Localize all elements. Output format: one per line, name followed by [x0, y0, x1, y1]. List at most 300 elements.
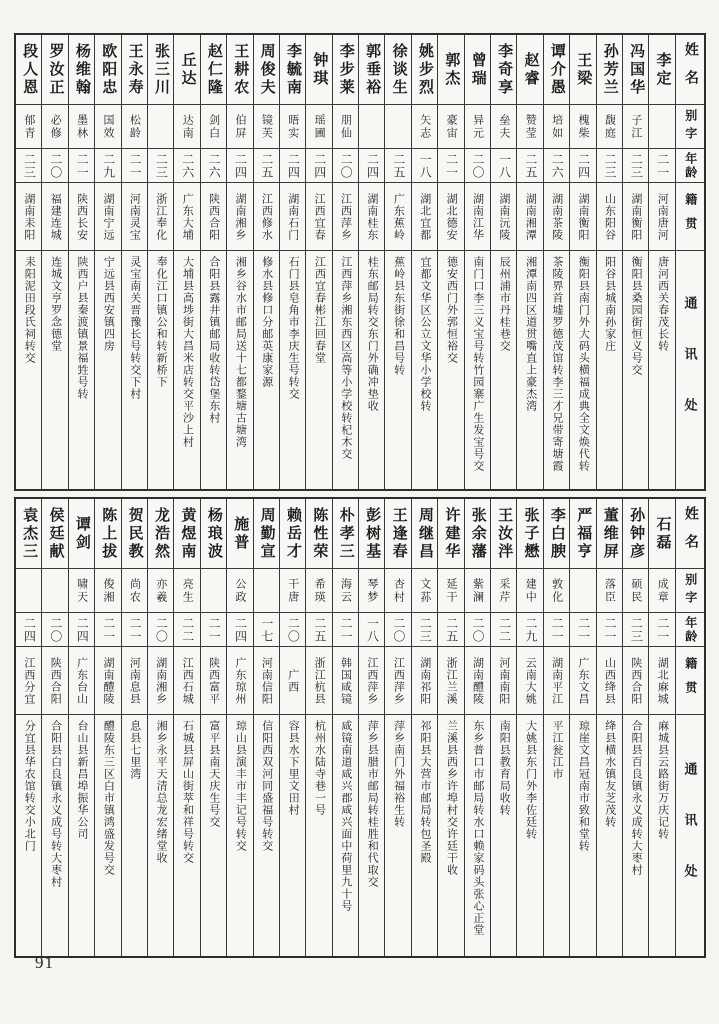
entry-courtesy — [148, 105, 173, 149]
entry-origin-text: 广东琼州 — [233, 656, 246, 705]
entry-age — [438, 149, 463, 183]
entry-address-text: 麻城县云路街万庆记转 — [656, 720, 669, 840]
entry-age — [306, 613, 331, 647]
entry-age — [95, 149, 120, 183]
entry-age-text: 二四 — [312, 152, 327, 179]
entry-courtesy — [227, 105, 252, 149]
entry-name — [359, 35, 384, 105]
entry-address — [306, 251, 331, 489]
entry-age-text: 二六 — [180, 152, 195, 179]
entry-name — [69, 35, 94, 105]
entry-address — [385, 715, 410, 956]
entry-column — [465, 499, 491, 956]
entry-courtesy-text: 郁青 — [22, 113, 35, 140]
entry-age — [491, 149, 516, 183]
entry-courtesy — [174, 569, 199, 613]
entry-column — [254, 35, 280, 489]
entry-address — [333, 251, 358, 489]
entry-origin-text: 湖南湘乡 — [233, 192, 246, 241]
entry-address-text: 萍乡县腊市邮局转桂胜和代取交 — [366, 720, 379, 888]
entry-name-text: 周继昌 — [416, 506, 433, 561]
entry-address-text: 衡阳县桑园街恒义号交 — [630, 256, 643, 376]
entry-courtesy — [412, 105, 437, 149]
entry-name-text: 孙钟彦 — [628, 506, 645, 561]
entry-address-text: 茶陵界首墟罗德茂馆转李三才兄带寄塘霞 — [551, 256, 563, 472]
entry-origin-text: 浙江杭县 — [313, 656, 326, 705]
entry-address-text: 南阳县教育局收转 — [498, 720, 511, 816]
entry-name — [227, 499, 252, 569]
entry-name-text: 钟琪 — [311, 51, 328, 88]
entry-age — [254, 613, 279, 647]
entry-courtesy — [16, 569, 41, 613]
entry-courtesy — [649, 569, 674, 613]
entry-age — [649, 613, 674, 647]
header-origin — [676, 183, 704, 251]
entry-column — [69, 499, 95, 956]
header-column — [676, 499, 704, 956]
entry-origin — [491, 647, 516, 715]
entry-courtesy — [95, 569, 120, 613]
entry-origin-text: 河南息县 — [128, 656, 141, 705]
entry-name-text: 姚步烈 — [416, 42, 433, 97]
header-courtesy — [676, 105, 704, 149]
entry-name — [649, 35, 674, 105]
entry-courtesy — [333, 105, 358, 149]
entry-address — [570, 251, 595, 489]
entry-name-text: 张三川 — [153, 42, 170, 97]
entry-name-text: 郭杰 — [443, 51, 460, 88]
entry-name-text: 赵仁隆 — [205, 42, 222, 97]
entry-age — [69, 149, 94, 183]
entry-origin-text: 湖南桂东 — [365, 192, 378, 241]
entry-address-text: 富平县南天庆生号交 — [207, 720, 220, 828]
entry-name — [95, 35, 120, 105]
entry-origin-text: 湖南石门 — [286, 192, 299, 241]
entry-name-text: 张子懋 — [522, 506, 539, 561]
entry-address-text: 东乡普口市邮局转水口赖家码头张心正堂 — [471, 720, 484, 936]
entry-age-text: 二一 — [339, 616, 354, 643]
entry-address — [174, 715, 199, 956]
entry-column — [333, 35, 359, 489]
entry-origin — [597, 183, 622, 251]
entry-age-text: 二三 — [603, 152, 617, 179]
entry-address-text: 湘潭南四区道贯嘴直上豪杰湾 — [524, 256, 537, 412]
entry-origin-text: 广东大埔 — [181, 192, 194, 241]
entry-address-text: 唐河西关春茂长转 — [656, 256, 669, 352]
entry-name-text: 董维屏 — [601, 506, 618, 561]
entry-age — [491, 613, 516, 647]
entry-name — [42, 35, 67, 105]
entry-name-text: 杨琅波 — [205, 506, 222, 561]
entry-age-text: 二一 — [101, 616, 116, 643]
entry-origin — [201, 183, 226, 251]
entry-courtesy-text: 公政 — [233, 577, 246, 604]
entry-address — [412, 251, 437, 489]
entry-address — [491, 715, 516, 956]
entry-column — [174, 35, 200, 489]
entry-courtesy — [570, 569, 595, 613]
entry-address — [649, 251, 674, 489]
entry-origin — [16, 183, 41, 251]
entry-address-text: 杭州水陆寺巷一号 — [313, 720, 326, 816]
entry-address — [122, 715, 147, 956]
entry-origin-text: 江西宜春 — [313, 192, 326, 241]
entry-name — [570, 35, 595, 105]
entry-origin — [491, 183, 516, 251]
entry-name — [412, 35, 437, 105]
entry-origin-text: 湖南醴陵 — [102, 656, 115, 705]
entry-address — [174, 251, 199, 489]
entry-name — [16, 499, 41, 569]
entry-origin-text: 湖南衡阳 — [577, 192, 590, 241]
entry-name — [122, 35, 147, 105]
entry-origin — [42, 183, 67, 251]
entry-courtesy — [412, 569, 437, 613]
entry-address — [95, 251, 120, 489]
entry-courtesy-text: 达南 — [181, 113, 194, 140]
entry-name-text: 陈上拔 — [100, 506, 117, 561]
entry-origin-text: 韩国咸镜 — [339, 656, 352, 705]
entry-name — [174, 35, 199, 105]
entry-origin — [69, 183, 94, 251]
entry-address — [438, 251, 463, 489]
entry-name-text: 孙芳兰 — [601, 42, 618, 97]
entry-age-text: 二一 — [127, 616, 142, 643]
entry-age-text: 二四 — [233, 616, 248, 643]
entry-name — [227, 35, 252, 105]
entry-origin — [306, 183, 331, 251]
entry-origin-text: 陕西长安 — [75, 192, 88, 241]
header-name-text: 姓名 — [682, 41, 698, 98]
entry-name-text: 杨维翰 — [73, 42, 90, 97]
entry-origin — [201, 647, 226, 715]
entry-column — [16, 35, 42, 489]
entry-column — [306, 499, 332, 956]
entry-courtesy — [491, 105, 516, 149]
entry-column — [42, 35, 68, 489]
entry-address — [201, 251, 226, 489]
entry-origin-text: 湖北德安 — [445, 192, 458, 241]
entry-origin — [69, 647, 94, 715]
entry-age-text: 二四 — [576, 152, 591, 179]
entry-courtesy — [42, 105, 67, 149]
entry-origin — [570, 647, 595, 715]
entry-column — [517, 35, 543, 489]
entry-origin-text: 福建连城 — [49, 192, 62, 241]
entry-address — [359, 251, 384, 489]
entry-courtesy-text: 子江 — [629, 113, 642, 140]
entry-name-text: 李定 — [654, 51, 671, 88]
header-origin-text: 籍贯 — [683, 656, 698, 705]
entry-age-text: 二四 — [75, 616, 90, 643]
entry-address-text: 宜都文华区公立文华小学校转 — [419, 256, 432, 412]
entry-origin-text: 湖南湘潭 — [524, 192, 537, 241]
entry-courtesy — [517, 569, 542, 613]
entry-origin — [122, 183, 147, 251]
entry-column — [438, 35, 464, 489]
entry-age-text: 二三 — [154, 152, 169, 179]
entry-origin-text: 江西萍乡 — [339, 192, 352, 241]
entry-column — [359, 499, 385, 956]
entry-age — [359, 613, 384, 647]
entry-age-text: 二〇 — [154, 616, 169, 643]
entry-age — [412, 149, 437, 183]
entry-column — [412, 499, 438, 956]
entry-address — [333, 715, 358, 956]
entry-courtesy — [280, 569, 305, 613]
entry-name-text: 谭介愚 — [548, 42, 565, 97]
entry-courtesy-text: 晤实 — [286, 113, 299, 140]
entry-courtesy — [649, 105, 674, 149]
entry-age — [42, 149, 67, 183]
entry-column — [649, 499, 675, 956]
entry-origin-text: 云南大姚 — [524, 656, 537, 705]
entry-origin-text: 陕西合阳 — [629, 656, 642, 705]
entry-address-text: 合阳县白良镇永义成号转大枣村 — [49, 720, 62, 888]
entry-name-text: 周勤宣 — [258, 506, 275, 561]
entry-courtesy-text: 硕民 — [629, 577, 642, 604]
entry-age — [359, 149, 384, 183]
entry-age — [438, 613, 463, 647]
entry-age-text: 二三 — [418, 616, 433, 643]
entry-origin — [385, 183, 410, 251]
entry-age-text: 二六 — [550, 152, 565, 179]
entry-column — [570, 35, 596, 489]
entry-age-text: 二〇 — [286, 616, 301, 643]
entry-age — [254, 149, 279, 183]
entry-name-text: 罗汝正 — [47, 42, 64, 97]
entry-name-text: 王逢春 — [390, 506, 407, 561]
entry-origin-text: 湖南衡阳 — [629, 192, 642, 241]
entry-address-text: 连城文亨罗念德堂 — [49, 256, 62, 352]
entry-age — [306, 149, 331, 183]
entry-courtesy-text: 文荪 — [418, 577, 431, 604]
entry-address-text: 陕西户县秦渡镇景福甡号转 — [75, 256, 88, 400]
entry-address — [491, 251, 516, 489]
entry-column — [491, 35, 517, 489]
entry-origin — [148, 183, 173, 251]
entry-origin — [623, 183, 648, 251]
entry-courtesy-text: 落臣 — [603, 577, 616, 604]
entry-name — [359, 499, 384, 569]
entry-origin — [649, 183, 674, 251]
entry-origin — [148, 647, 173, 715]
entry-courtesy-text: 伯屏 — [233, 113, 246, 140]
entry-name — [174, 499, 199, 569]
entry-address — [280, 251, 305, 489]
entry-origin — [174, 183, 199, 251]
header-courtesy — [676, 569, 704, 613]
page-number: 91 — [35, 953, 54, 972]
header-age-text: 年龄 — [683, 615, 698, 644]
entry-name — [148, 35, 173, 105]
entry-courtesy — [201, 105, 226, 149]
entry-courtesy — [16, 105, 41, 149]
entry-address-text: 耒阳泥田段氏祠转交 — [23, 256, 36, 364]
entry-origin-text: 湖南湘乡 — [154, 656, 167, 705]
entry-column — [649, 35, 675, 489]
entry-origin — [517, 183, 542, 251]
entry-courtesy — [385, 105, 410, 149]
entry-age — [517, 149, 542, 183]
entry-origin-text: 湖南宁远 — [102, 192, 115, 241]
entry-address-text: 辰州浦市丹桂巷交 — [498, 256, 511, 352]
entry-address — [597, 251, 622, 489]
entry-name-text: 李毓南 — [285, 42, 301, 97]
header-origin — [676, 647, 704, 715]
entry-origin — [438, 647, 463, 715]
entry-origin-text: 浙江兰溪 — [445, 656, 458, 705]
entry-name — [544, 499, 569, 569]
entry-address-text: 台山县新昌埠振华公司 — [75, 720, 88, 840]
entry-courtesy-text: 干唐 — [286, 577, 299, 604]
entry-courtesy-text: 采芹 — [497, 577, 510, 604]
entry-name-text: 陈性荣 — [311, 506, 328, 561]
entry-age-text: 二〇 — [391, 616, 406, 643]
directory-table-upper — [14, 33, 706, 491]
entry-name-text: 施普 — [232, 515, 249, 552]
entry-address — [623, 251, 648, 489]
entry-name — [148, 499, 173, 569]
entry-age — [517, 613, 542, 647]
entry-address — [544, 715, 569, 956]
entry-name — [412, 499, 437, 569]
entry-courtesy — [254, 105, 279, 149]
entry-name — [491, 499, 516, 569]
entry-courtesy — [438, 105, 463, 149]
entry-address-text: 平江瓮江市 — [551, 720, 563, 780]
entry-column — [254, 499, 280, 956]
entry-age — [649, 149, 674, 183]
entry-name-text: 贺民教 — [126, 506, 143, 561]
entry-address — [254, 715, 279, 956]
entry-age-text: 二三 — [629, 616, 644, 643]
entry-address-text: 江西萍乡湘东西区高等小学校转杞木交 — [339, 256, 352, 460]
entry-age-text: 二四 — [233, 152, 248, 179]
entry-address-text: 萍乡南门外福裕生转 — [392, 720, 405, 828]
entry-name — [491, 35, 516, 105]
entry-courtesy-text: 成章 — [656, 577, 669, 604]
entry-courtesy-text: 琴梦 — [365, 577, 378, 604]
entry-address-text: 南门口李三义宝号转竹园寨广生发宝号交 — [471, 256, 484, 472]
entry-origin — [465, 183, 490, 251]
entry-courtesy — [69, 105, 94, 149]
entry-address-text: 阳谷县城南孙家庄 — [603, 256, 616, 352]
entry-courtesy — [227, 569, 252, 613]
entry-age-text: 二一 — [127, 152, 142, 179]
entry-column — [122, 499, 148, 956]
entry-column — [412, 35, 438, 489]
entry-origin — [438, 183, 463, 251]
entry-address — [16, 251, 41, 489]
entry-origin — [227, 183, 252, 251]
entry-column — [517, 499, 543, 956]
entry-origin — [16, 647, 41, 715]
entry-age — [148, 149, 173, 183]
entry-name-text: 黄煜南 — [179, 506, 196, 561]
entry-name — [517, 499, 542, 569]
entry-courtesy-text: 海云 — [339, 577, 352, 604]
entry-address — [385, 251, 410, 489]
entry-origin-text: 湖南茶陵 — [550, 192, 563, 241]
entry-address — [544, 251, 569, 489]
entry-origin-text: 山东阳谷 — [603, 192, 616, 241]
entry-age — [544, 613, 569, 647]
entry-address-text: 石城县屏山街萃和祥号转交 — [181, 720, 194, 864]
entry-origin — [597, 647, 622, 715]
entry-origin-text: 广西 — [286, 668, 299, 693]
entry-courtesy — [544, 105, 569, 149]
header-address-text: 通讯处 — [682, 296, 698, 449]
entry-courtesy — [465, 569, 490, 613]
entry-age-text: 二二 — [180, 616, 195, 643]
entry-address — [227, 715, 252, 956]
entry-name — [254, 35, 279, 105]
entry-address-text: 桂东邮局转交东门外确冲垫收 — [366, 256, 379, 412]
entry-origin-text: 广东台山 — [75, 656, 88, 705]
entry-courtesy — [333, 569, 358, 613]
entry-origin-text: 湖南平江 — [550, 656, 563, 705]
entry-column — [42, 499, 68, 956]
entry-origin — [95, 183, 120, 251]
entry-age-text: 二五 — [444, 616, 459, 643]
entry-origin-text: 浙江奉化 — [154, 192, 167, 241]
entry-address-text: 奉化江口镇公和转新桥下 — [155, 256, 168, 388]
entry-column — [201, 35, 227, 489]
entry-column — [597, 35, 623, 489]
entry-name-text: 王梁 — [575, 51, 592, 88]
entry-name — [649, 499, 674, 569]
entry-origin-text: 陕西富平 — [207, 656, 220, 705]
entry-courtesy — [280, 105, 305, 149]
entry-name — [280, 499, 305, 569]
entry-address — [16, 715, 41, 956]
header-address — [676, 251, 704, 489]
entry-name-text: 石磊 — [654, 515, 671, 552]
entry-courtesy-text: 杏村 — [392, 577, 405, 604]
entry-address — [465, 715, 490, 956]
entry-courtesy-text: 亮生 — [181, 577, 194, 604]
entry-origin-text: 江西萍乡 — [392, 656, 405, 705]
entry-courtesy-text: 垒夫 — [497, 113, 510, 140]
entry-age-text: 二一 — [444, 152, 459, 179]
entry-address-text: 分宜县华农馆转交小北门 — [23, 720, 36, 852]
entry-address — [412, 715, 437, 956]
entry-origin — [649, 647, 674, 715]
entry-origin — [544, 647, 569, 715]
entry-origin-text: 江西石城 — [181, 656, 194, 705]
entry-origin-text: 河南灵宝 — [128, 192, 141, 241]
entry-origin-text: 河南南阳 — [497, 656, 510, 705]
entry-address-text: 灵宝南关晋豫长号转交下村 — [128, 256, 141, 400]
entry-courtesy — [570, 105, 595, 149]
entry-age — [227, 149, 252, 183]
entry-age — [201, 149, 226, 183]
entry-courtesy-text: 必修 — [49, 113, 62, 140]
header-name-text: 姓名 — [682, 505, 698, 562]
entry-address-text: 修水县修口分邮英康家源 — [260, 256, 273, 388]
entry-courtesy — [174, 105, 199, 149]
entry-address-text: 宁远县西安镇四房 — [102, 256, 115, 352]
entry-age — [412, 613, 437, 647]
entry-age-text: 二四 — [22, 616, 37, 643]
entry-column — [306, 35, 332, 489]
entry-courtesy-text: 敦化 — [550, 577, 563, 604]
entry-age — [16, 613, 41, 647]
entry-age-text: 二一 — [576, 616, 591, 643]
entry-age — [174, 613, 199, 647]
entry-age-text: 二四 — [286, 152, 301, 179]
